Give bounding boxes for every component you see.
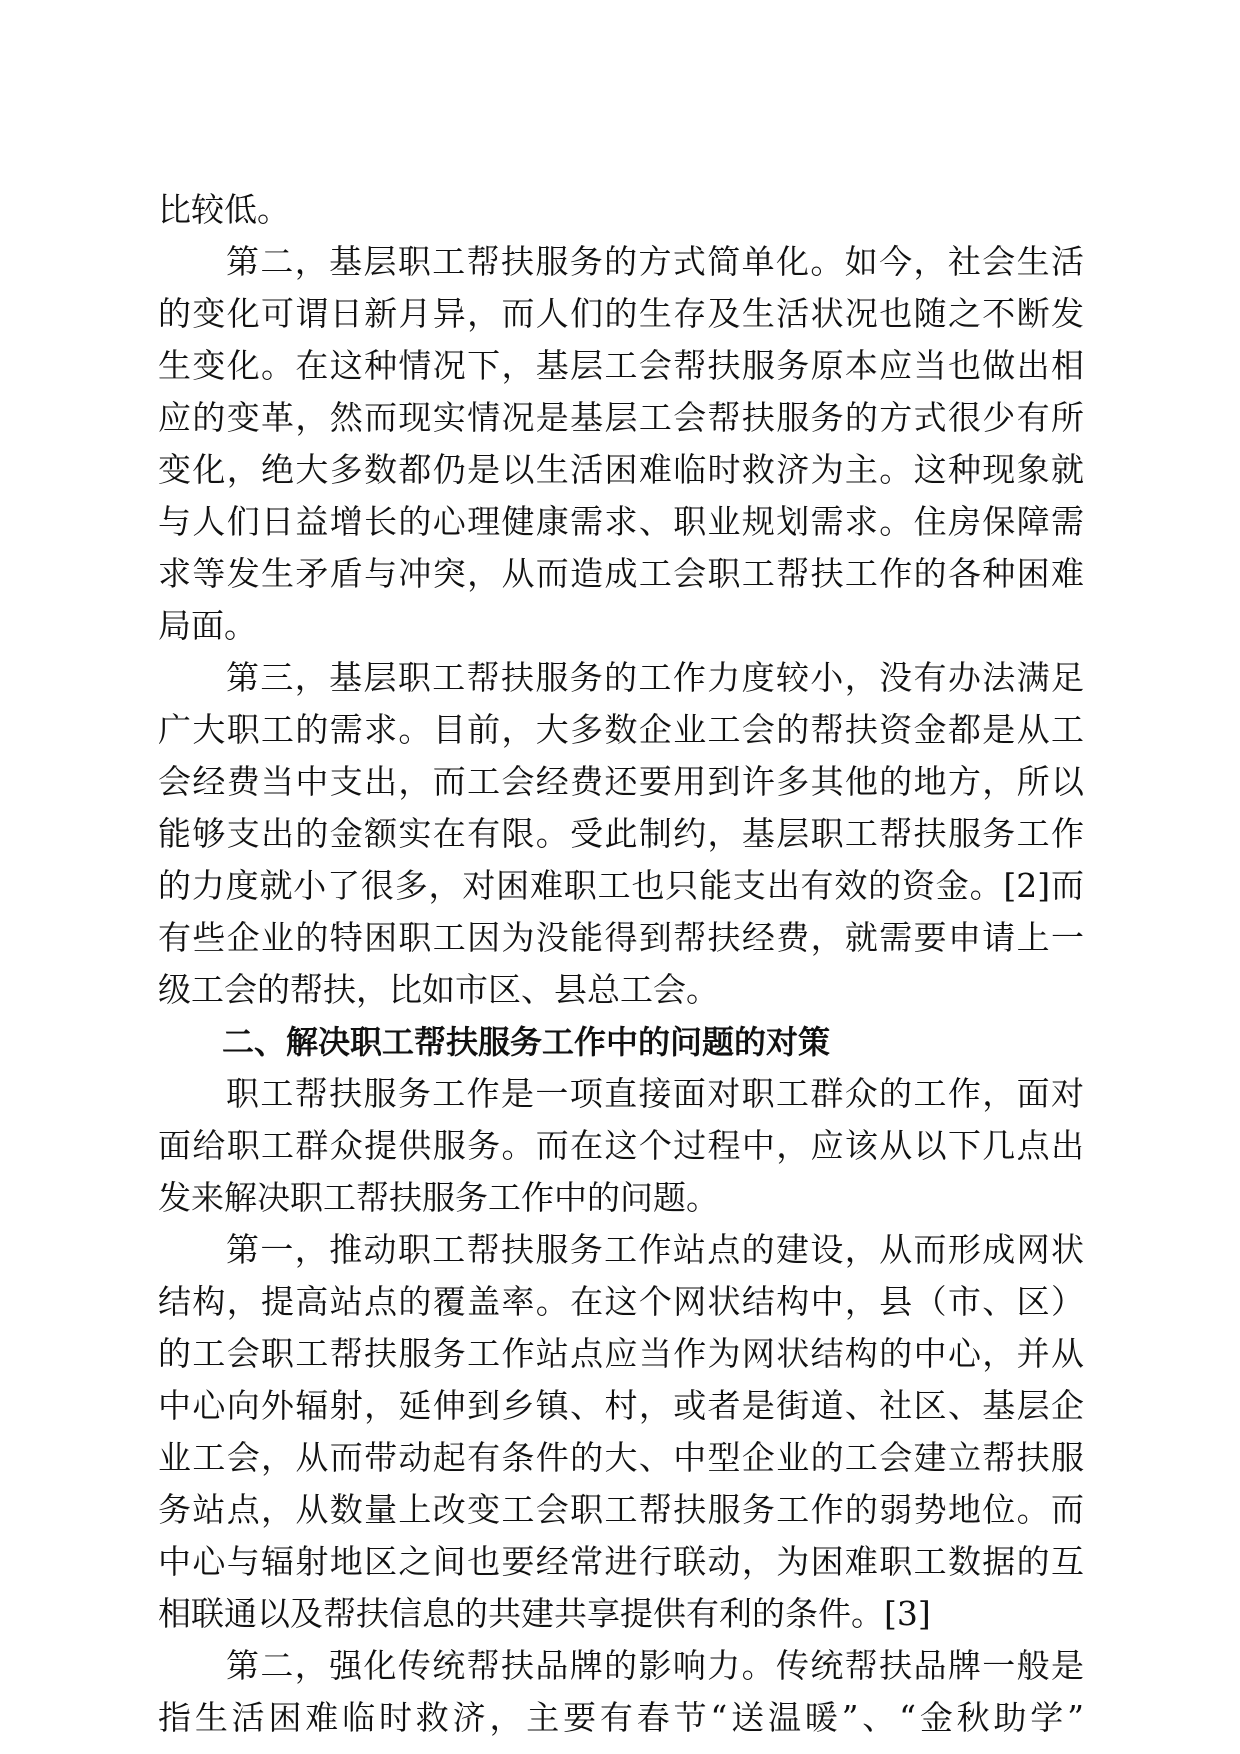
text-line: 的力度就小了很多，对困难职工也只能支出有效的资金。[2]而 (158, 866, 1084, 905)
section-heading-text: 二、解决职工帮扶服务工作中的问题的对策 (222, 1023, 831, 1061)
paragraph-third-issue (158, 652, 1084, 1016)
text-line: 有些企业的特困职工因为没能得到帮扶经费，就需要申请上一 (158, 918, 1084, 957)
text-line: 的变化可谓日新月异，而人们的生存及生活状况也随之不断发 (158, 294, 1084, 333)
text-line: 的工会职工帮扶服务工作站点应当作为网状结构的中心，并从 (158, 1334, 1084, 1373)
text-line: 务站点，从数量上改变工会职工帮扶服务工作的弱势地位。而 (158, 1490, 1084, 1529)
text-line: 应的变革，然而现实情况是基层工会帮扶服务的方式很少有所 (158, 398, 1084, 437)
text-line: 与人们日益增长的心理健康需求、职业规划需求。住房保障需 (158, 502, 1084, 541)
paragraph-second-measure (158, 1640, 1084, 1744)
text-line: 第二，强化传统帮扶品牌的影响力。传统帮扶品牌一般是 (226, 1646, 1084, 1685)
text-line: 指生活困难临时救济，主要有春节“送温暖”、“金秋助学” (158, 1698, 1084, 1737)
text-line: 第二，基层职工帮扶服务的方式简单化。如今，社会生活 (226, 242, 1084, 281)
text-line: 结构，提高站点的覆盖率。在这个网状结构中，县（市、区） (158, 1282, 1084, 1321)
text-line: 局面。 (158, 606, 257, 645)
paragraph-intro (158, 1068, 1084, 1224)
text-line: 第三，基层职工帮扶服务的工作力度较小，没有办法满足 (226, 658, 1084, 697)
paragraph-second-issue (158, 236, 1084, 652)
section-heading (158, 1016, 1084, 1068)
text-line: 生变化。在这种情况下，基层工会帮扶服务原本应当也做出相 (158, 346, 1084, 385)
document-body (158, 184, 1084, 1744)
text-line: 比较低。 (158, 190, 290, 229)
text-line: 广大职工的需求。目前，大多数企业工会的帮扶资金都是从工 (158, 710, 1084, 749)
text-line: 能够支出的金额实在有限。受此制约，基层职工帮扶服务工作 (158, 814, 1084, 853)
text-line: 求等发生矛盾与冲突，从而造成工会职工帮扶工作的各种困难 (158, 554, 1084, 593)
paragraph-continuation (158, 184, 1084, 236)
paragraph-first-measure (158, 1224, 1084, 1640)
text-line: 级工会的帮扶，比如市区、县总工会。 (158, 970, 719, 1009)
text-line: 中心与辐射地区之间也要经常进行联动，为困难职工数据的互 (158, 1542, 1084, 1581)
text-line: 变化，绝大多数都仍是以生活困难临时救济为主。这种现象就 (158, 450, 1084, 489)
text-line: 业工会，从而带动起有条件的大、中型企业的工会建立帮扶服 (158, 1438, 1084, 1477)
text-line: 面给职工群众提供服务。而在这个过程中，应该从以下几点出 (158, 1126, 1084, 1165)
text-line: 发来解决职工帮扶服务工作中的问题。 (158, 1178, 719, 1217)
text-line: 中心向外辐射，延伸到乡镇、村，或者是街道、社区、基层企 (158, 1386, 1084, 1425)
text-line: 相联通以及帮扶信息的共建共享提供有利的条件。[3] (158, 1594, 931, 1633)
text-line: 第一，推动职工帮扶服务工作站点的建设，从而形成网状 (226, 1230, 1084, 1269)
text-line: 职工帮扶服务工作是一项直接面对职工群众的工作，面对 (226, 1074, 1084, 1113)
text-line: 会经费当中支出，而工会经费还要用到许多其他的地方，所以 (158, 762, 1084, 801)
